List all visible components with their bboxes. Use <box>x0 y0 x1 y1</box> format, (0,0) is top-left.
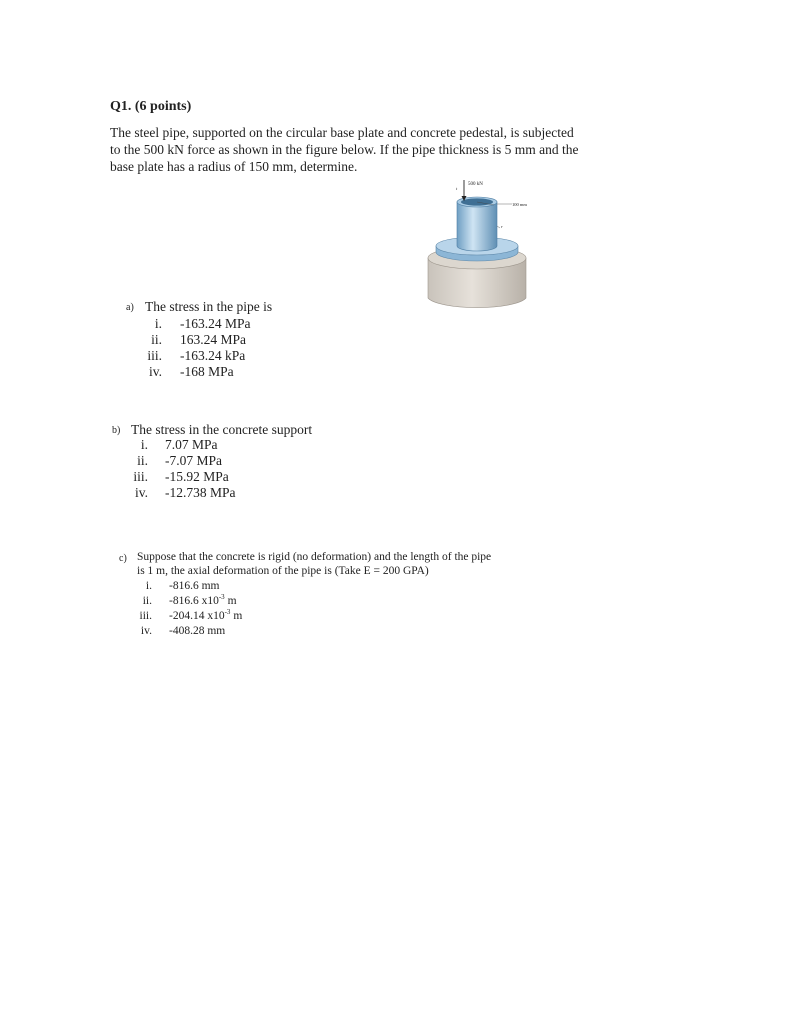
part-a-option: -168 MPa <box>180 364 234 379</box>
part-b-option-numeral: iv. <box>135 485 148 500</box>
part-a-option-numeral: ii. <box>151 332 162 347</box>
t-label: t <box>456 186 458 191</box>
part-a-option: 163.24 MPa <box>180 332 247 347</box>
pipe-pedestal-figure <box>422 176 532 312</box>
part-c-label: c) <box>119 553 127 564</box>
radius-label: 100 mm <box>512 202 527 207</box>
exponent: -3 <box>224 608 231 616</box>
part-a-option: -163.24 MPa <box>180 316 251 331</box>
part-b-option: -15.92 MPa <box>165 469 229 484</box>
part-b-option: 7.07 MPa <box>165 437 218 452</box>
part-b-option-numeral: i. <box>140 437 148 452</box>
part-c-option-numeral: ii. <box>142 595 152 607</box>
question-intro: The steel pipe, supported on the circular base plate and concrete pedestal, is subjected to the 500 kN force as shown in the figure below. If the pipe thickness is 5 mm and the base plate has a radius of 150 mm, determine. <box>110 125 579 174</box>
part-a-text: The stress in the pipe is <box>145 299 273 314</box>
force-label: 500 kN <box>468 182 483 187</box>
part-c-option-numeral: iii. <box>139 610 152 622</box>
part-b-text: The stress in the concrete support <box>131 422 313 437</box>
part-a-label: a) <box>126 302 134 313</box>
r-label: r <box>501 224 503 229</box>
part-c-option-numeral: iv. <box>140 625 152 637</box>
part-a-option-numeral: iv. <box>149 364 162 379</box>
part-c-option: -204.14 $x10^{-3}$ m <box>169 608 243 622</box>
part-c-text-line2: is 1 m, the axial deformation of the pipe is (Take E = 200 GPA) <box>137 565 429 577</box>
steel-pipe <box>457 202 497 251</box>
part-b-option: -12.738 MPa <box>165 485 236 500</box>
part-a-option-numeral: i. <box>154 316 162 331</box>
part-b-option-numeral: ii. <box>137 453 148 468</box>
exponent: -3 <box>218 593 225 601</box>
part-b-option-numeral: iii. <box>133 469 148 484</box>
part-b-option: -7.07 MPa <box>165 453 222 468</box>
part-b-label: b) <box>112 425 121 436</box>
part-a-option: -163.24 kPa <box>180 348 246 363</box>
part-c-text-line1: Suppose that the concrete is rigid (no deformation) and the length of the pipe <box>137 551 492 563</box>
part-c-option: -408.28 mm <box>169 625 226 637</box>
part-c-option: -816.6 $x10^{-3}$ m <box>169 593 237 607</box>
part-c-option-numeral: i. <box>145 580 152 592</box>
part-a-option-numeral: iii. <box>147 348 162 363</box>
part-c-option: -816.6 mm <box>169 580 220 592</box>
question-title: Q1. (6 points) <box>110 99 192 114</box>
